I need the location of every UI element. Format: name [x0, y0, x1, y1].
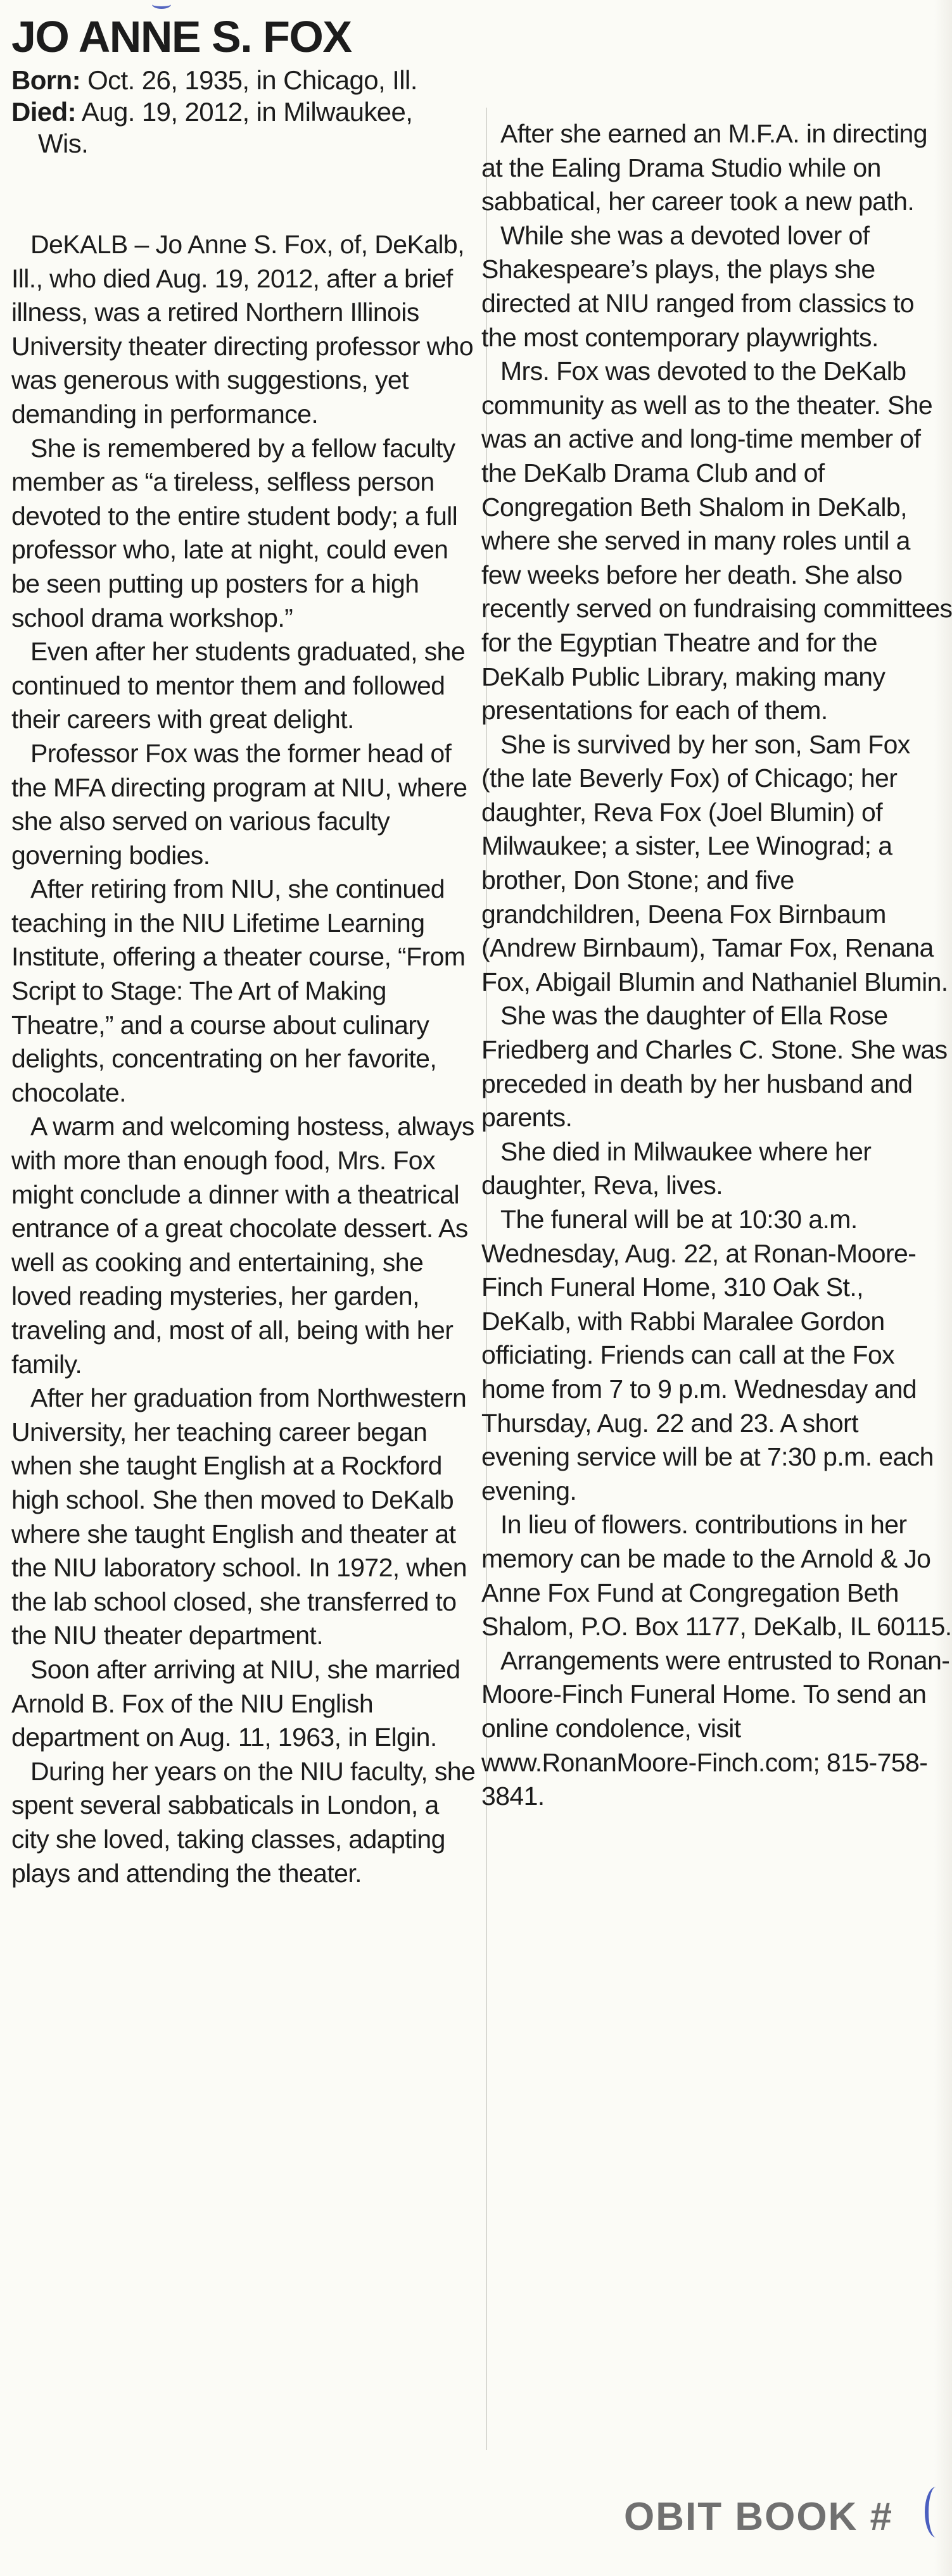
born-label: Born:: [11, 65, 80, 95]
paragraph: Professor Fox was the former head of the MFA directing program at NIU, where she also served on various faculty governing bodies.: [11, 738, 467, 870]
paragraph: After she earned an M.F.A. in directing at the Ealing Drama Studio while on sabbatical, her career took a new path.: [481, 119, 927, 217]
left-column: [11, 0, 480, 1890]
obituary-headline: JO ANNE S. FOX: [11, 12, 352, 61]
born-value: Oct. 26, 1935, in Chicago, Ill.: [87, 65, 417, 95]
paragraph: A warm and welcoming hostess, always with more than enough food, Mrs. Fox might conclude a dinner with a theatrical entrance of a great chocolate dessert. As well as cooking and entertaining, she loved reading mysteries, her garden, traveling and, most of all, being with her family.: [11, 1112, 474, 1379]
died-line: [11, 96, 480, 128]
died-label: Died:: [11, 97, 77, 127]
paragraph: While she was a devoted lover of Shakespeare’s plays, the plays she directed at NIU ranged from classics to the most contemporary playwrights.: [481, 220, 914, 352]
paragraph: She died in Milwaukee where her daughter, Reva, lives.: [481, 1136, 872, 1200]
paragraph: DeKALB – Jo Anne S. Fox, of, DeKalb, Ill., who died Aug. 19, 2012, after a brief illness, was a retired Northern Illinois University theater directing professor who was generous with suggestions, yet demanding in performance.: [11, 230, 474, 429]
handwritten-mark: [925, 2487, 948, 2537]
paragraph: Soon after arriving at NIU, she married Arnold B. Fox of the NIU English department on Aug. 11, 1963, in Elgin.: [11, 1654, 460, 1752]
paragraph: In lieu of flowers. contributions in her memory can be made to the Arnold & Jo Anne Fox Fund at Congregation Beth Shalom, P.O. Box 1177, DeKalb, IL 60115.: [481, 1510, 952, 1642]
paragraph: The funeral will be at 10:30 a.m. Wednesday, Aug. 22, at Ronan-Moore-Finch Funeral Home, 310 Oak St., DeKalb, with Rabbi Maralee Gordon officiating. Friends can call at the Fox home from 7 to 9 p.m. Wednesday and Thursday, Aug. 22 and 23. A short evening service will be at 7:30 p.m. each evening.: [481, 1205, 934, 1505]
paragraph: Even after her students graduated, she continued to mentor them and followed their careers with great delight.: [11, 637, 466, 734]
paragraph: She was the daughter of Ella Rose Friedberg and Charles C. Stone. She was preceded in death by her husband and parents.: [481, 1001, 948, 1133]
paragraph: She is remembered by a fellow faculty member as “a tireless, selfless person devoted to the entire student body; a full professor who, late at night, could even be seen putting up posters for a high school drama workshop.”: [11, 433, 458, 632]
paragraph: Mrs. Fox was devoted to the DeKalb community as well as to the theater. She was an active and long-time member of the DeKalb Drama Club and of Congregation Beth Shalom in DeKalb, where she served in many roles until a few weeks before her death. She also recently served on fundraising committees for the Egyptian Theatre and for the DeKalb Public Library, making many presentations for each of them.: [481, 356, 952, 726]
died-value: Aug. 19, 2012, in Milwaukee,: [81, 97, 413, 127]
paragraph: After retiring from NIU, she continued teaching in the NIU Lifetime Learning Institute, offering a theater course, “From Script to Stage: The Art of Making Theatre,” and a course about culinary delights, concentrating on her favorite, chocolate.: [11, 874, 466, 1107]
paragraph: Arrangements were entrusted to Ronan-Moore-Finch Funeral Home. To send an online condolence, visit www.RonanMoore-Finch.com; 815-758-3841.: [481, 1645, 950, 1811]
paragraph: During her years on the NIU faculty, she spent several sabbaticals in London, a city she loved, taking classes, adapting plays and attending the theater.: [11, 1756, 476, 1888]
paragraph: She is survived by her son, Sam Fox (the late Beverly Fox) of Chicago; her daughter, Reva Fox (Joel Blumin) of Milwaukee; a sister, Lee Winograd; a brother, Don Stone; and five grandchildren, Deena Fox Birnbaum (Andrew Birnbaum), Tamar Fox, Renana Fox, Abigail Blumin and Nathaniel Blumin.: [481, 729, 948, 996]
paragraph: After her graduation from Northwestern University, her teaching career began when she taught English at a Rockford high school. She then moved to DeKalb where she taught English and theater at the NIU laboratory school. In 1972, when the lab school closed, she transferred to the NIU theater department.: [11, 1383, 467, 1650]
born-line: [11, 65, 480, 96]
right-column: [481, 0, 952, 1814]
obit-book-stamp: OBIT BOOK #: [624, 2495, 894, 2539]
died-continuation: Wis.: [38, 129, 89, 158]
